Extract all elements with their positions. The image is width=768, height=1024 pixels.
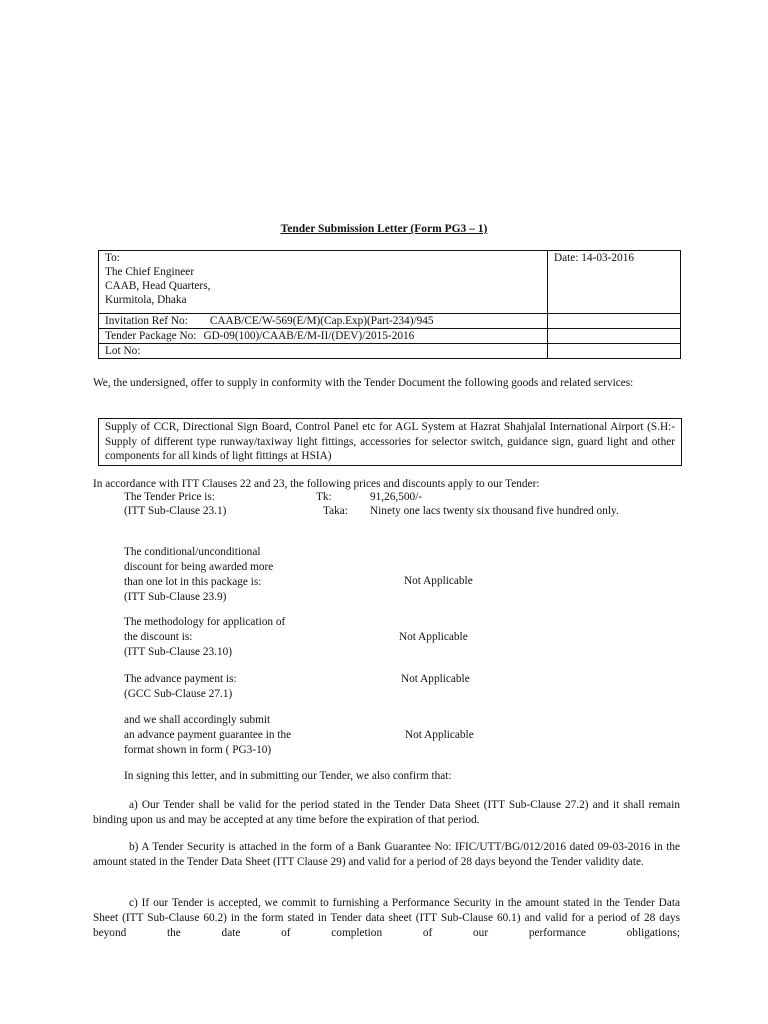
condition-line: discount for being awarded more	[124, 561, 274, 573]
tender-package-label: Tender Package No:	[105, 330, 197, 342]
condition-line: (GCC Sub-Clause 27.1)	[124, 688, 233, 700]
condition-line: the discount is:	[124, 631, 193, 643]
recipient-cell	[99, 251, 548, 314]
tender-package-cell	[99, 329, 548, 344]
condition-line: (ITT Sub-Clause 23.9)	[124, 591, 227, 603]
to-line: CAAB, Head Quarters,	[105, 280, 211, 292]
invitation-ref-label: Invitation Ref No:	[105, 315, 188, 327]
tender-package-value: GD-09(100)/CAAB/E/M-II/(DEV)/2015-2016	[203, 330, 415, 342]
condition-discount-methodology	[124, 615, 285, 660]
document-title: Tender Submission Letter (Form PG3 – 1)	[280, 223, 488, 235]
tender-price-label: The Tender Price is:	[124, 491, 215, 503]
condition-value: Not Applicable	[404, 575, 473, 587]
tk-value: 91,26,500/-	[370, 491, 423, 503]
condition-line: The methodology for application of	[124, 616, 286, 628]
empty-cell	[548, 344, 681, 359]
condition-line: than one lot in this package is:	[124, 576, 262, 588]
condition-value: Not Applicable	[399, 631, 468, 643]
date-cell: Date: 14-03-2016	[548, 251, 681, 314]
condition-line: an advance payment guarantee in the	[124, 729, 292, 741]
condition-value: Not Applicable	[401, 673, 470, 685]
tender-price-clause: (ITT Sub-Clause 23.1)	[124, 505, 227, 517]
condition-line: The advance payment is:	[124, 673, 237, 685]
condition-line: The conditional/unconditional	[124, 546, 261, 558]
condition-line: and we shall accordingly submit	[124, 714, 271, 726]
condition-line: format shown in form ( PG3-10)	[124, 744, 272, 756]
to-line: Kurmitola, Dhaka	[105, 294, 187, 306]
condition-line: (ITT Sub-Clause 23.10)	[124, 646, 233, 658]
supply-description-box: Supply of CCR, Directional Sign Board, Control Panel etc for AGL System at Hazrat Shahjalal International Airport (S.H:- Supply of different type runway/taxiway light fittings, accessories for selector switch, guidance sign, guard light and other components for all kinds of light fittings at HSIA)	[98, 418, 682, 466]
condition-payment-guarantee	[124, 713, 291, 758]
itt-intro: In accordance with ITT Clauses 22 and 23, the following prices and discounts apply to our Tender:	[93, 478, 540, 490]
paragraph-c: c) If our Tender is accepted, we commit to furnishing a Performance Security in the amount stated in the Tender Data Sheet (ITT Sub-Clause 60.2) in the form stated in Tender data sheet (ITT Sub-Clause 60.1) and valid for a period of 28 days beyond the date of completion of our performance obligations;	[93, 897, 680, 939]
intro-paragraph: We, the undersigned, offer to supply in conformity with the Tender Document the following goods and related services:	[93, 377, 634, 389]
signing-statement: In signing this letter, and in submitting our Tender, we also confirm that:	[124, 770, 452, 782]
to-line: The Chief Engineer	[105, 266, 195, 278]
lot-no-cell: Lot No:	[99, 344, 548, 359]
taka-label: Taka:	[323, 505, 348, 517]
condition-discount-lots	[124, 545, 273, 605]
condition-advance-payment	[124, 672, 237, 702]
paragraph-a: a) Our Tender shall be valid for the period stated in the Tender Data Sheet (ITT Sub-Clause 27.2) and it shall remain binding upon us and may be accepted at any time before the expiration of that period.	[93, 799, 680, 826]
invitation-ref-value: CAAB/CE/W-569(E/M)(Cap.Exp)(Part-234)/945	[209, 315, 434, 327]
address-table	[98, 250, 681, 359]
amount-in-words: Ninety one lacs twenty six thousand five hundred only.	[370, 505, 619, 517]
invitation-ref-cell	[99, 314, 548, 329]
to-line: To:	[105, 252, 120, 264]
paragraph-b: b) A Tender Security is attached in the form of a Bank Guarantee No: IFIC/UTT/BG/012/2016 dated 09-03-2016 in the amount stated in the Tender Data Sheet (ITT Clause 29) and valid for a period of 28 days beyond the Tender validity date.	[93, 841, 680, 868]
empty-cell	[548, 329, 681, 344]
tk-label: Tk:	[316, 491, 332, 503]
empty-cell	[548, 314, 681, 329]
condition-value: Not Applicable	[405, 729, 474, 741]
